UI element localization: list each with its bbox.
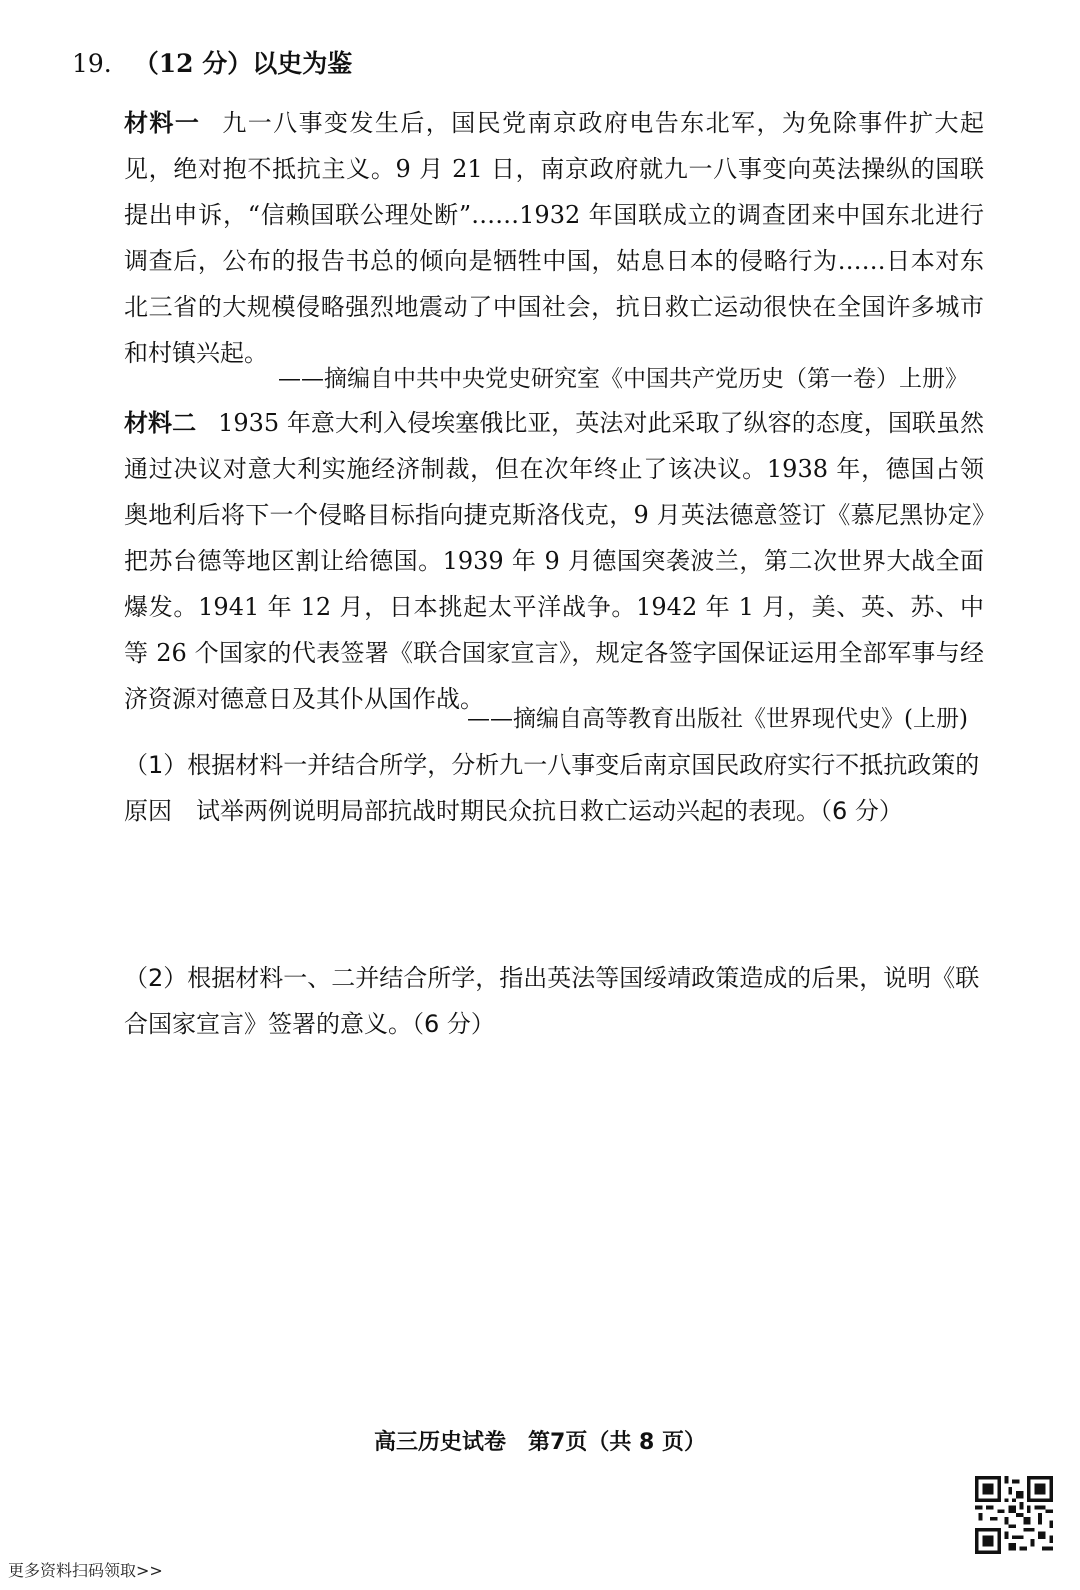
material-one-text: 九一八事变发生后，国民党南京政府电告东北军，为免除事件扩大起见，绝对抱不抵抗主义。9 月 21 日，南京政府就九一八事变向英法操纵的国联提出申诉，“信赖国联公理处断”……1932 年国联成立的调查团来中国东北进行调查后，公布的报告书总的倾向是牺牲中国，姑息日本的侵略行为……日本对东北三省的大规模侵略强烈地震动了中国社会，抗日救亡运动很快在全国许多城市和村镇兴起。 <box>124 109 984 367</box>
material-one-source: ——摘编自中共中央党史研究室《中国共产党历史（第一卷）上册》 <box>278 366 968 392</box>
material-two-text: 1935 年意大利入侵埃塞俄比亚，英法对此采取了纵容的态度，国联虽然通过决议对意大利实施经济制裁，但在次年终止了该决议。1938 年，德国占领奥地利后将下一个侵略目标指向捷克斯洛伐克，9 月英法德意签订《慕尼黑协定》把苏台德等地区割让给德国。1939 年 9 月德国突袭波兰，第二次世界大战全面爆发。1941 年 12 月，日本挑起太平洋战争。1942 年 1 月，美、英、苏、中等 26 个国家的代表签署《联合国家宣言》，规定各签字国保证运用全部军事与经济资源对德意日及其仆从国作战。 <box>124 409 984 713</box>
sub-question-1: （1）根据材料一并结合所学，分析九一八事变后南京国民政府实行不抵抗政策的原因 试举两例说明局部抗战时期民众抗日救亡运动兴起的表现。（6 分） <box>124 751 980 825</box>
sub-question-2: （2）根据材料一、二并结合所学，指出英法等国绥靖政策造成的后果，说明《联合国家宣言》签署的意义。（6 分） <box>124 964 980 1038</box>
material-one <box>124 100 984 376</box>
page-footer <box>0 1425 1080 1456</box>
footer-subject: 高三历史试卷 <box>374 1430 507 1455</box>
bottom-promo-link[interactable]: 更多资料扫码领取>> <box>8 1561 163 1580</box>
qr-code-icon[interactable] <box>975 1476 1053 1554</box>
footer-page-number: 第7页（共 8 页） <box>528 1430 706 1455</box>
material-one-label: 材料一 <box>124 108 201 137</box>
question-header <box>72 44 352 80</box>
material-two <box>124 400 984 722</box>
question-number: 19. <box>72 49 112 78</box>
material-two-source: ——摘编自高等教育出版社《世界现代史》(上册) <box>467 706 968 732</box>
material-two-label: 材料二 <box>124 408 197 437</box>
question-title: （12 分）以史为鉴 <box>133 49 353 78</box>
